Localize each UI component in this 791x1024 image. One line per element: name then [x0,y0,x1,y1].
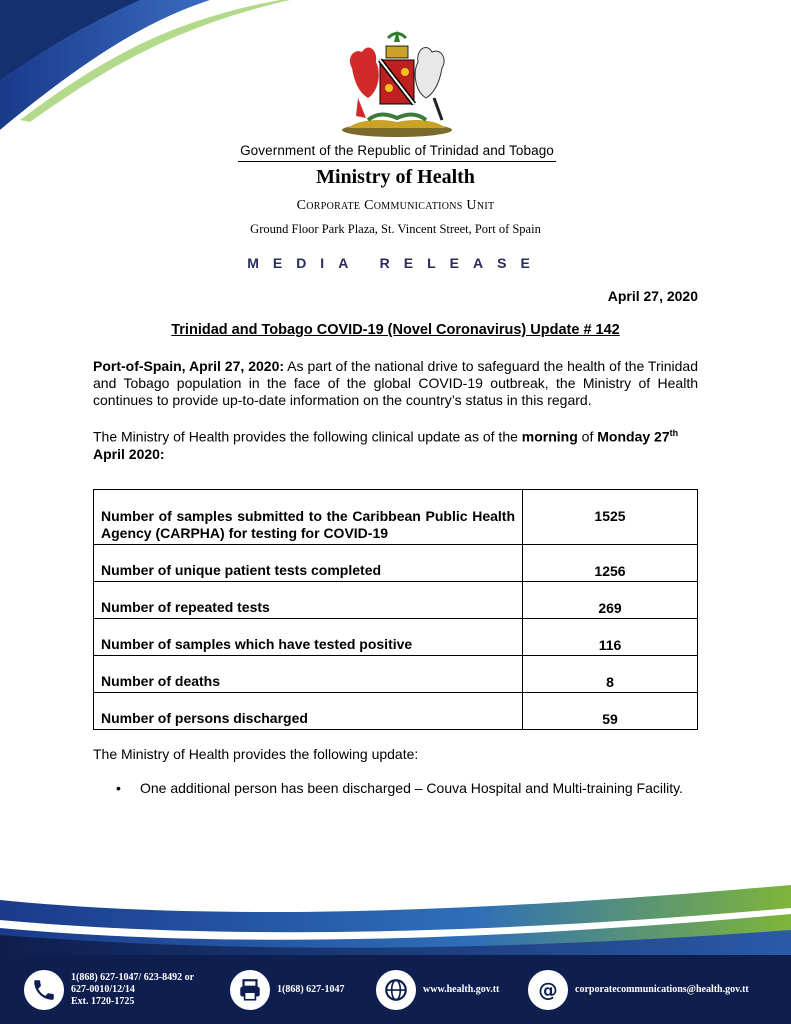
phone-line-2: 627-0010/12/14 [71,983,135,995]
clinical-text-a: The Ministry of Health provides the following clinical update as of the [93,428,522,445]
phone-line-3: Ext. 1720-1725 [71,995,135,1007]
stat-label: Number of deaths [94,656,523,693]
clinical-text-date: April 2020: [93,445,165,462]
release-date: April 27, 2020 [607,288,698,304]
intro-body: As part of the national drive to safeguard the health of the Trinidad and Tobago population in the face of the global COVID-19 outbreak, the Ministry of Health continues to provide up-to-date information on the country’s status in this regard. [93,358,698,408]
stat-value: 1256 [523,545,698,582]
intro-paragraph [93,358,698,409]
table-row [94,582,698,619]
media-release-label: MEDIA RELEASE [247,255,544,271]
bullet-text: One additional person has been discharged – Couva Hospital and Multi-training Facility. [140,780,683,796]
stat-label: Number of samples submitted to the Caribbean Public Health Agency (CARPHA) for testing for COVID-19 [94,490,523,545]
clinical-update-paragraph [93,425,698,463]
table-row [94,545,698,582]
intro-lead: Port-of-Spain, April 27, 2020: [93,358,285,374]
website-link[interactable]: www.health.gov.tt [423,983,500,995]
footer-email [528,955,749,1024]
coat-of-arms-icon [338,28,456,138]
table-row [94,490,698,545]
stat-value: 59 [523,693,698,730]
stat-label: Number of repeated tests [94,582,523,619]
table-row [94,619,698,656]
letterhead-rule [238,161,556,162]
phone-line-1: 1(868) 627-1047/ 623-8492 or [71,971,195,983]
fax-number: 1(868) 627-1047 [277,983,345,995]
clinical-text-day: Monday 27 [597,428,670,445]
update-intro: The Ministry of Health provides the following update: [93,746,419,762]
bullet-icon: • [116,780,121,796]
clinical-text-sup: th [669,428,679,438]
stat-label: Number of unique patient tests completed [94,545,523,582]
email-icon [528,970,568,1010]
stat-value: 269 [523,582,698,619]
footer-contact-bar [0,955,791,1024]
list-item [116,780,683,796]
clinical-text-morning: morning [521,428,578,445]
phone-numbers [71,972,194,1008]
stat-label: Number of persons discharged [94,693,523,730]
unit-name: Corporate Communications Unit [296,198,495,213]
stat-value: 8 [523,656,698,693]
stat-value: 116 [523,619,698,656]
clinical-text-of: of [577,428,598,445]
stat-value: 1525 [523,490,698,545]
fax-icon [230,970,270,1010]
ministry-name: Ministry of Health [316,166,475,188]
email-link[interactable]: corporatecommunications@health.gov.tt [575,983,749,995]
header-swoosh [0,0,300,140]
footer-fax [230,955,345,1024]
web-icon [376,970,416,1010]
table-row [94,693,698,730]
table-row [94,656,698,693]
address: Ground Floor Park Plaza, St. Vincent Street, Port of Spain [250,222,541,236]
footer-phone [24,955,194,1024]
release-title: Trinidad and Tobago COVID-19 (Novel Coronavirus) Update # 142 [171,322,620,338]
phone-icon [24,970,64,1010]
footer-website [376,955,499,1024]
svg-text:@: @ [538,978,558,1001]
government-line: Government of the Republic of Trinidad and Tobago [240,143,554,158]
statistics-table [93,489,698,730]
stat-label: Number of samples which have tested positive [94,619,523,656]
